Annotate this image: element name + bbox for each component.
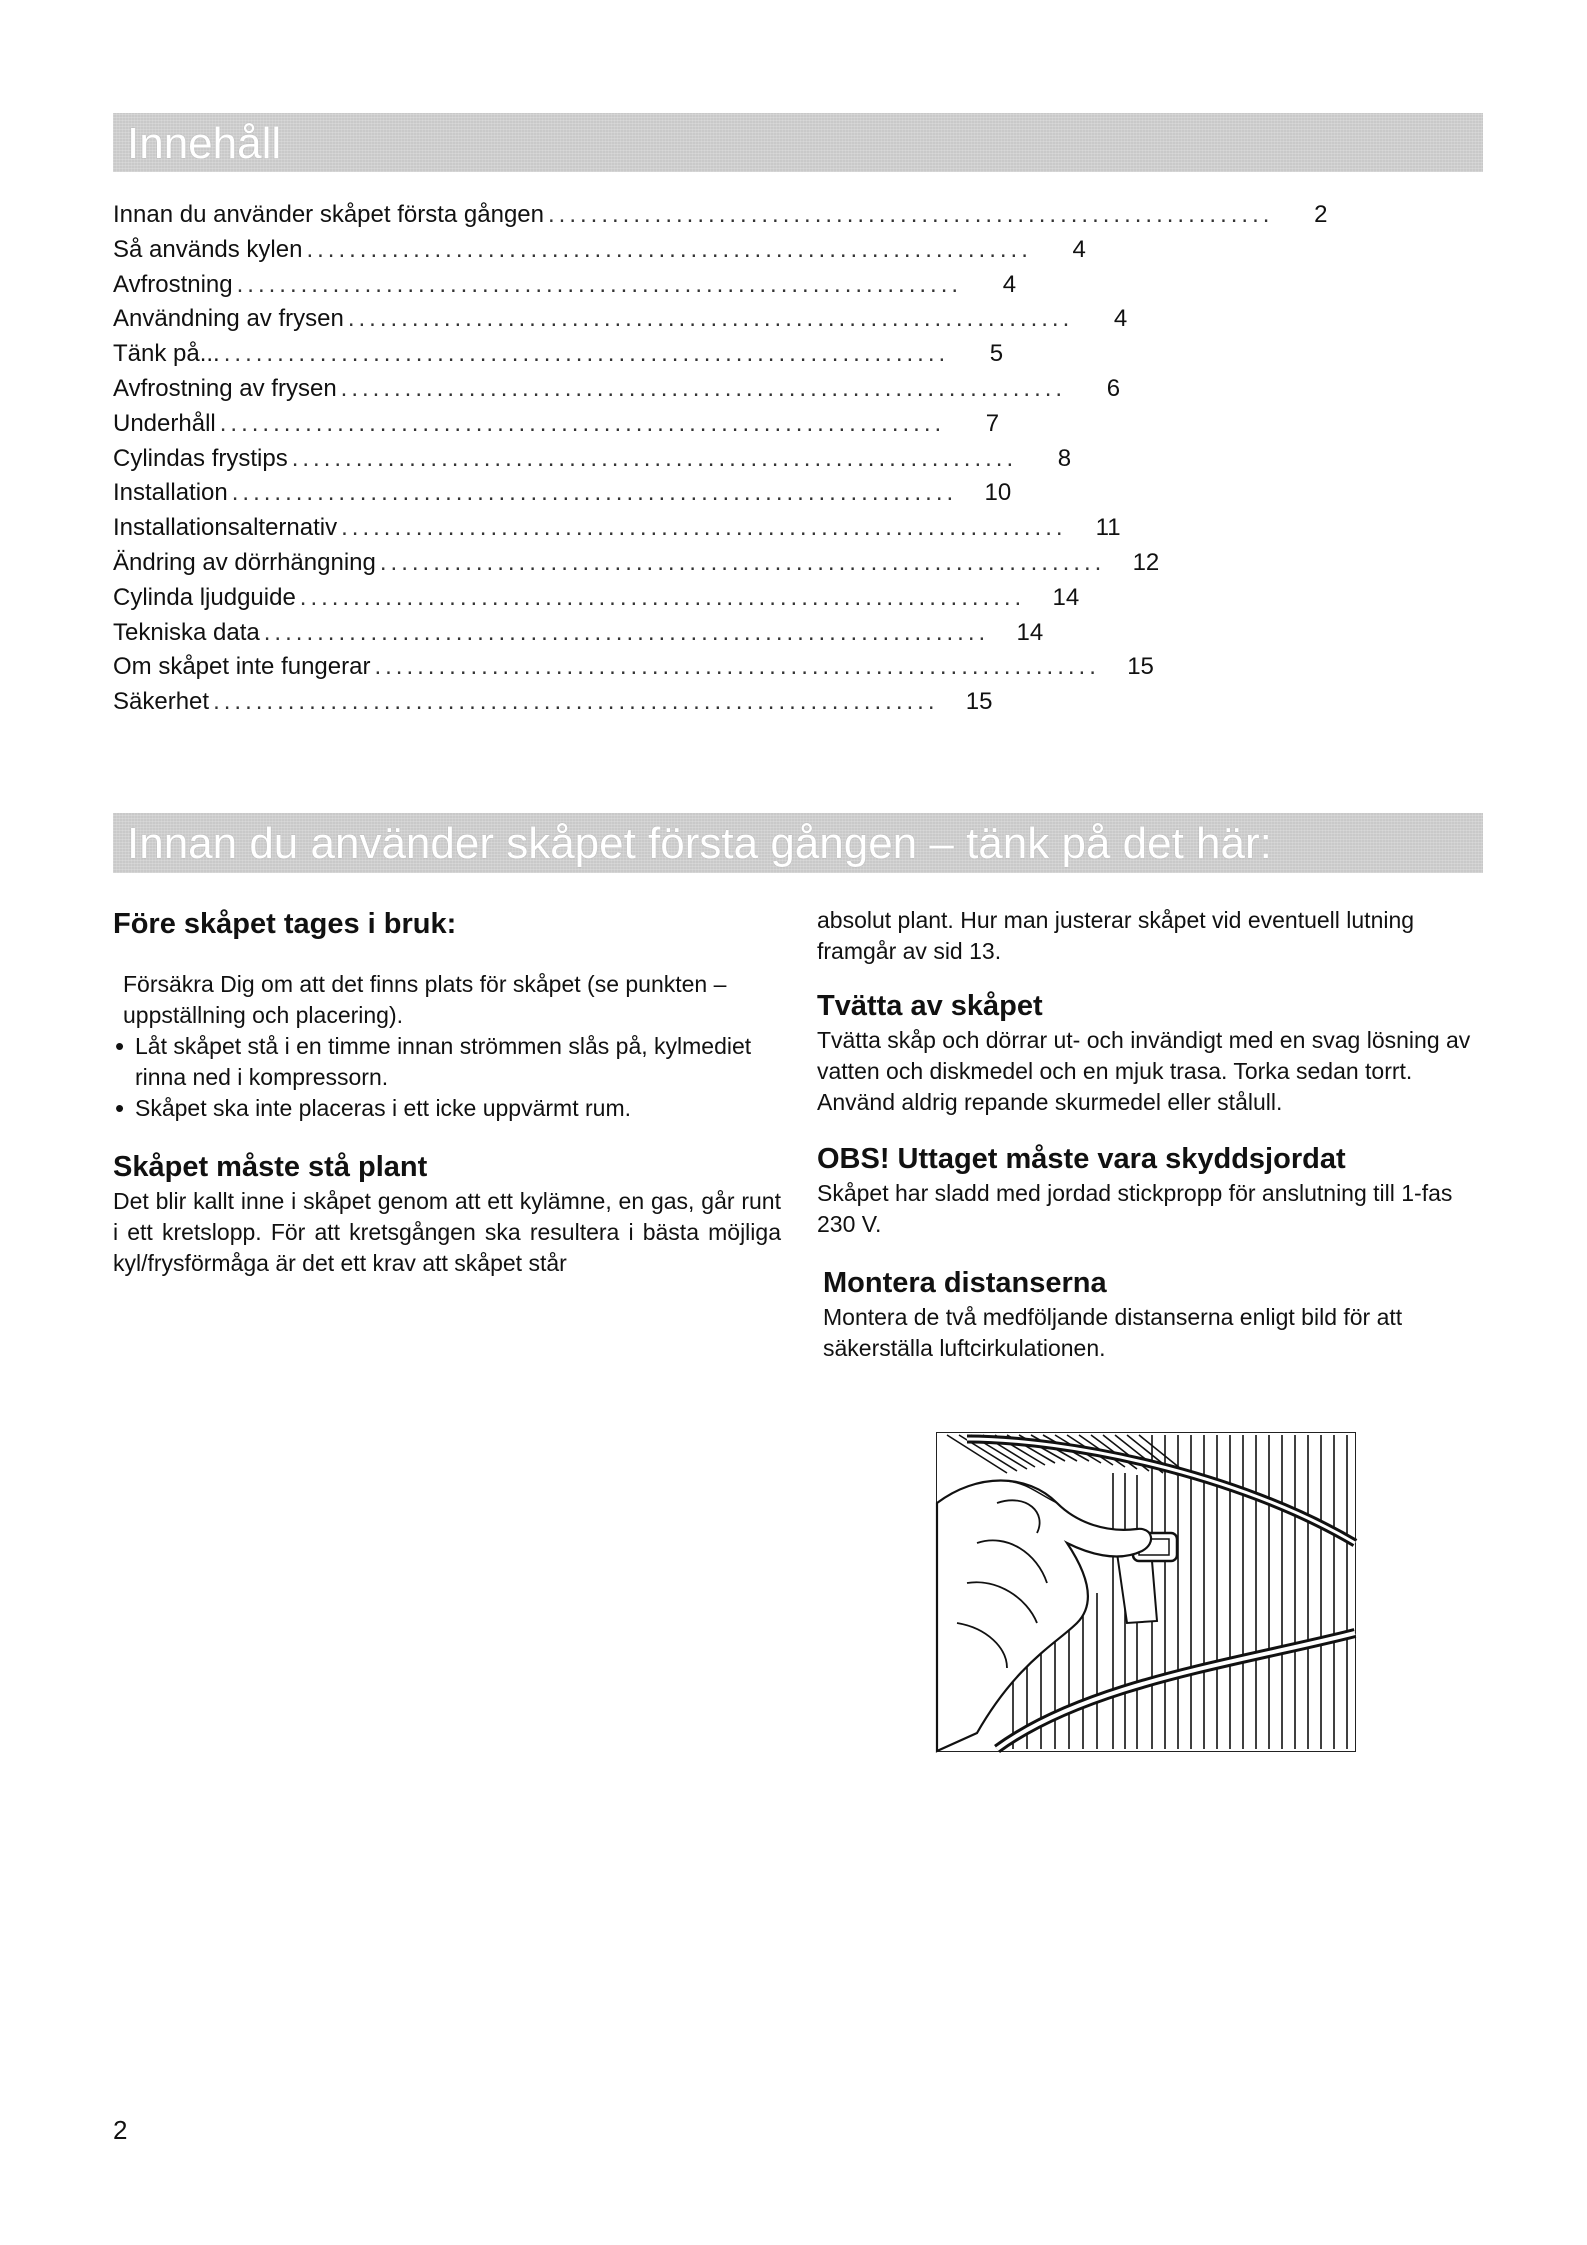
- toc-title: Installationsalternativ: [113, 514, 338, 542]
- obs-heading: OBS! Uttaget måste vara skyddsjordat: [817, 1143, 1346, 1175]
- fore-bullet: • Låt skåpet stå i en timme innan strömmen slås på, kylmediet rinna ned i kompressorn.: [113, 1031, 793, 1093]
- toc-page: 11: [1095, 514, 1121, 542]
- section-heading: Innan du använder skåpet första gången – tänk på det här:: [127, 819, 1272, 868]
- toc-page: 4: [1072, 235, 1086, 263]
- toc-leader: ....................................................................: [291, 444, 1018, 472]
- plant-text: Det blir kallt inne i skåpet genom att ett kylämne, en gas, går runt i ett kretslopp. För att kretsgången ska resultera i bästa möjliga kyl/frysförmåga är det ett krav att skåpet står: [113, 1188, 781, 1276]
- toc-leader: ....................................................................: [299, 583, 1026, 611]
- toc-row[interactable]: [113, 302, 1128, 337]
- toc-heading-banner: [113, 113, 1483, 172]
- toc-row[interactable]: [113, 476, 1012, 511]
- toc-page: 7: [985, 409, 1000, 437]
- toc-row[interactable]: [113, 650, 1154, 685]
- toc-leader: ....................................................................: [341, 514, 1067, 542]
- fore-bullet: • Skåpet ska inte placeras i ett icke uppvärmt rum.: [113, 1093, 793, 1124]
- toc-title: Ändring av dörrhängning: [113, 548, 376, 576]
- tvatta-text: Tvätta skåp och dörrar ut- och invändigt med en svag lösning av vatten och diskmedel och en mjuk trasa. Torka sedan torrt. Använd aldrig repande skurmedel eller stålull.: [817, 1027, 1471, 1115]
- toc-row[interactable]: [113, 407, 1000, 442]
- toc-title: Tekniska data: [113, 618, 260, 646]
- toc-page: 14: [1016, 618, 1044, 646]
- table-of-contents: [113, 198, 1328, 720]
- toc-row[interactable]: [113, 685, 993, 720]
- toc-leader: ....................................................................: [347, 305, 1074, 333]
- montera-text: Montera de två medföljande distanserna enligt bild för att säkerställa luftcirkulationen.: [823, 1304, 1403, 1361]
- toc-leader: ....................................................................: [219, 409, 946, 437]
- toc-page: 5: [989, 340, 1004, 368]
- toc-page: 15: [1127, 653, 1154, 681]
- plant-text-continued: absolut plant. Hur man justerar skåpet vid eventuell lutning framgår av sid 13.: [817, 907, 1415, 964]
- toc-leader: ....................................................................: [379, 548, 1106, 576]
- toc-page: 4: [1002, 270, 1017, 298]
- toc-row[interactable]: [113, 372, 1121, 407]
- toc-leader: ....................................................................: [548, 201, 1274, 228]
- fore-heading: Före skåpet tages i bruk:: [113, 908, 457, 940]
- left-column: [113, 905, 781, 1279]
- toc-title: Installation: [113, 479, 228, 507]
- toc-row[interactable]: [113, 442, 1072, 477]
- toc-row[interactable]: [113, 581, 1080, 616]
- toc-title: Underhåll: [113, 409, 216, 437]
- toc-page: 4: [1113, 305, 1128, 333]
- toc-row[interactable]: [113, 233, 1086, 268]
- toc-row[interactable]: [113, 198, 1328, 233]
- toc-leader: ....................................................................: [306, 235, 1032, 263]
- toc-row[interactable]: [113, 268, 1017, 303]
- toc-title: Cylinda ljudguide: [113, 583, 296, 611]
- section-heading-banner: [113, 813, 1483, 873]
- toc-title: Avfrostning av frysen: [113, 374, 337, 402]
- toc-title: Avfrostning: [113, 270, 233, 298]
- toc-row[interactable]: [113, 511, 1121, 546]
- toc-title: Tänk på...: [113, 340, 220, 368]
- toc-leader: ....................................................................: [374, 653, 1100, 681]
- toc-page: 6: [1106, 374, 1121, 402]
- toc-page: 10: [984, 479, 1012, 507]
- toc-leader: ....................................................................: [213, 688, 939, 716]
- toc-page: 8: [1057, 444, 1072, 472]
- toc-page: 12: [1132, 548, 1160, 576]
- toc-title: Om skåpet inte fungerar: [113, 653, 371, 681]
- toc-heading: Innehåll: [127, 119, 282, 168]
- toc-row[interactable]: [113, 546, 1160, 581]
- toc-title: Säkerhet: [113, 688, 210, 716]
- montera-heading: Montera distanserna: [823, 1267, 1107, 1299]
- toc-leader: ....................................................................: [236, 270, 963, 298]
- plant-heading: Skåpet måste stå plant: [113, 1151, 428, 1183]
- toc-row[interactable]: [113, 616, 1044, 651]
- fore-intro: Försäkra Dig om att det finns plats för skåpet (se punkten – uppställning och placering).: [123, 971, 727, 1028]
- toc-leader: ....................................................................: [340, 374, 1067, 402]
- toc-page: 14: [1052, 583, 1080, 611]
- toc-page: 2: [1314, 201, 1328, 228]
- obs-text: Skåpet har sladd med jordad stickpropp för anslutning till 1-fas 230 V.: [817, 1180, 1453, 1237]
- toc-leader: ....................................................................: [223, 340, 950, 368]
- toc-title: Användning av frysen: [113, 305, 344, 333]
- toc-page: 15: [965, 688, 993, 716]
- right-column: [817, 905, 1485, 1364]
- tvatta-heading: Tvätta av skåpet: [817, 990, 1043, 1022]
- toc-leader: ....................................................................: [231, 479, 958, 507]
- toc-row[interactable]: [113, 337, 1004, 372]
- spacer-mounting-drawing: [937, 1433, 1355, 1751]
- spacer-mounting-illustration: [936, 1432, 1356, 1752]
- toc-title: Så används kylen: [113, 235, 303, 263]
- toc-title: Innan du använder skåpet första gången: [113, 201, 544, 228]
- toc-title: Cylindas frystips: [113, 444, 288, 472]
- toc-leader: ....................................................................: [263, 618, 990, 646]
- page-number: 2: [113, 2115, 128, 2145]
